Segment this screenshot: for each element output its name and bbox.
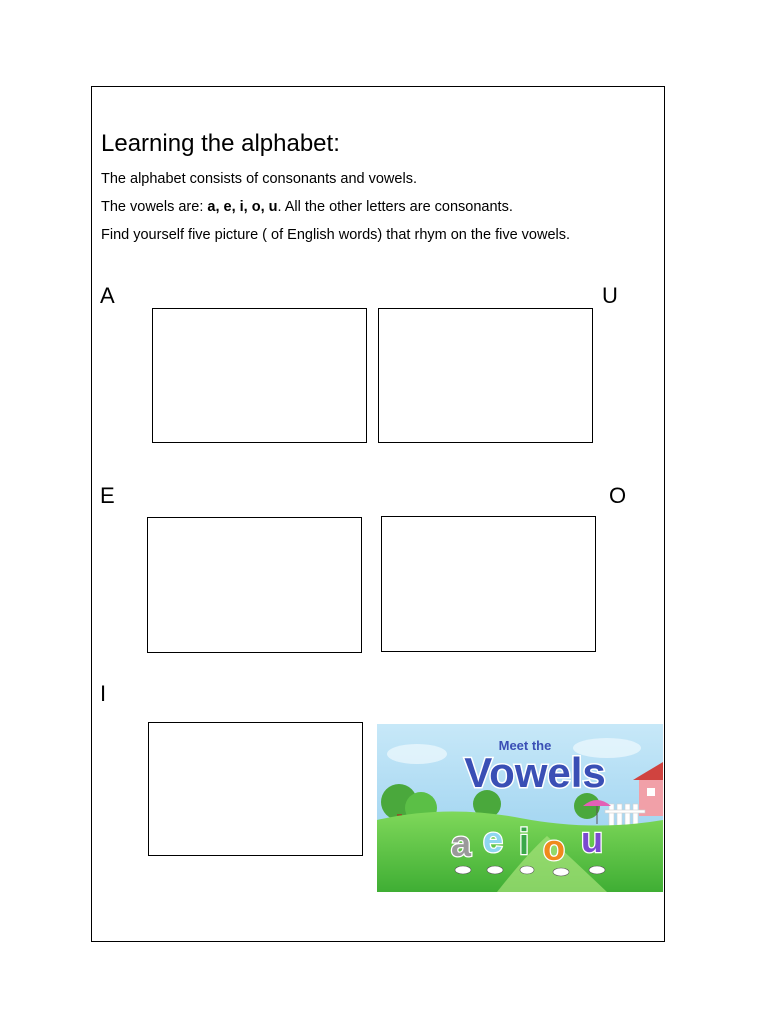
picture-box-u[interactable] (378, 308, 593, 443)
cloud (387, 744, 447, 764)
intro-line-2-vowels: a, e, i, o, u (207, 199, 278, 215)
intro-line-2-suffix: . All the other letters are consonants. (277, 199, 513, 215)
vowel-char-o: o (543, 827, 565, 868)
meet-the-vowels-illustration (377, 724, 663, 892)
vowel-char-e: e (483, 819, 504, 860)
picture-box-e[interactable] (147, 517, 362, 653)
letter-o: O (609, 483, 627, 508)
intro-line-2-prefix: The vowels are: (101, 199, 208, 215)
page-title: Learning the alphabet: (101, 130, 340, 157)
vowel-char-u: u (581, 819, 603, 860)
vowels-text: Vowels (464, 749, 606, 796)
intro-line-1: The alphabet consists of consonants and vowels. (101, 171, 417, 187)
picture-box-a[interactable] (152, 308, 367, 443)
vowel-char-i: i (519, 821, 530, 862)
intro-line-2 (101, 198, 513, 216)
letter-i: I (100, 681, 107, 706)
letter-u: U (602, 283, 618, 308)
meet-the-vowels-image (377, 724, 663, 892)
house-window (647, 788, 655, 796)
vowel-char-a: a (451, 823, 472, 864)
picture-box-o[interactable] (381, 516, 596, 652)
letter-e: E (100, 483, 115, 508)
letter-a: A (100, 283, 115, 308)
picture-box-i[interactable] (148, 722, 363, 856)
meet-the-text: Meet the (498, 738, 552, 753)
intro-line-3: Find yourself five picture ( of English words) that rhym on the five vowels. (101, 227, 571, 243)
